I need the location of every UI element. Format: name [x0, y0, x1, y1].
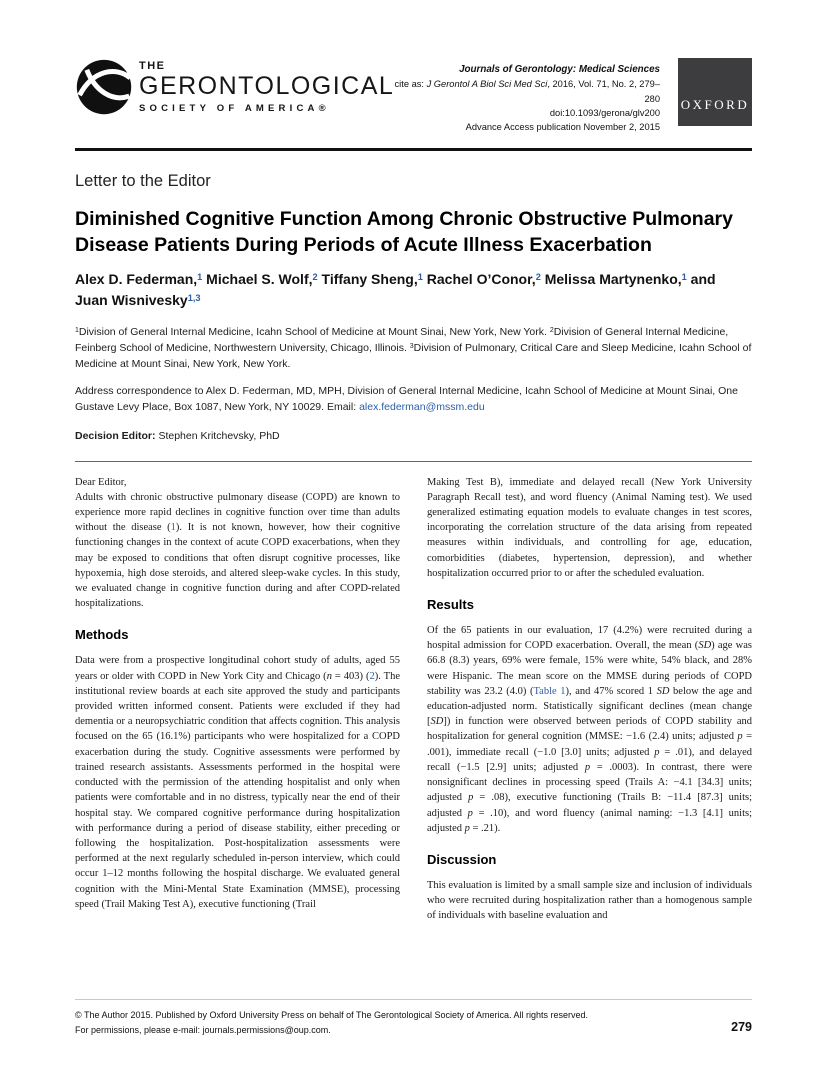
doi-line: doi:10.1093/gerona/glv200	[549, 107, 660, 118]
methods-heading: Methods	[75, 627, 129, 643]
journal-name: Journals of Gerontology: Medical Sciences	[459, 64, 660, 75]
discussion-paragraph: This evaluation is limited by a small sample size and inclusion of individuals who were recruited during hospitalization rather than a homogenous sample of individuals with baseline evaluation and	[427, 879, 752, 922]
article-title: Diminished Cognitive Function Among Chronic Obstructive Pulmonary Disease Patients During Periods of Acute Illness Exacerbation	[75, 207, 733, 257]
methods-paragraph: Data were from a prospective longitudinal cohort study of adults, aged 55 years or older with COPD in New York City and Chicago (n = 403) (2). The institutional review boards at each site approved the study and participants provided written informed consent. Patients were excluded if they had dementia or a neuropsychiatric condition that affects cognition. This analysis focused on the 65 (16.1%) participants who were hospitalized for a COPD exacerbation during the study. Cognitive assessments were performed by trained research assistants. Assessments performed in the hospital were conducted with the permission of the attending hospitalist and only when patients were comfortable and in no distress, typically near the end of their hospital stay. We compared cognitive performance during hospitalization with performance during a period of disease stability, either preceding or following the hospitalization. Post-hospitalization assessments were performed at the next regularly scheduled in-person interview, which could occur 1–12 months following the hospital discharge. We evaluated general cognition with the Mini-Mental State Examination (MMSE), processing speed (Trail Making Test A), executive functioning (Trail	[75, 655, 400, 910]
article-body	[75, 475, 752, 980]
decision-editor: Decision Editor: Stephen Kritchevsky, PhD	[75, 429, 280, 442]
advance-access-line: Advance Access publication November 2, 2015	[465, 122, 660, 133]
copyright-line: © The Author 2015. Published by Oxford University Press on behalf of The Gerontological Society of America. All rights reserved.	[75, 1010, 589, 1021]
reference-1-link[interactable]: 1	[170, 522, 176, 534]
email-link[interactable]: alex.federman@mssm.edu	[359, 401, 485, 414]
page-footer	[75, 999, 752, 1037]
results-heading: Results	[427, 597, 474, 613]
affiliations: $^1$Division of General Internal Medicine, Icahn School of Medicine at Mount Sinai, New York, New York. $^2$Division of General Internal Medicine, Feinberg School of Medicine, Northwestern University, Chicago, Illinois. $^3$Division of Pulmonary, Critical Care and Sleep Medicine, Icahn School of Medicine at Mount Sinai, New York, New York.	[75, 326, 752, 370]
page-number: 279	[731, 1020, 752, 1034]
correspondence: Address correspondence to Alex D. Federman, MD, MPH, Division of General Internal Medicine, Icahn School of Medicine at Mount Sinai, One Gustave Levy Place, Box 1087, New York, NY 10029. Email: alex.federman@mssm.edu	[75, 385, 738, 414]
gsa-logo-text	[139, 60, 394, 113]
affiliation-1-link[interactable]: 1	[681, 272, 687, 283]
logo-sub: SOCIETY OF AMERICA®	[139, 102, 330, 114]
header-citation-block	[394, 58, 660, 135]
left-column	[75, 475, 400, 980]
affiliation-2-link[interactable]: 2	[312, 272, 318, 283]
methods-continued-paragraph: Making Test B), immediate and delayed recall (New York University Paragraph Recall test), and word fluency (Animal Naming test). We used generalized estimating equation models to evaluate changes in test scores, incorporating the correlation structure of the data arising from repeated measures within individuals, and controlling for age, education, comorbidities (diabetes, hypertension, depression), and whether hospitalization occurred prior to or after the scheduled evaluation.	[427, 476, 752, 579]
reference-2-link[interactable]: 2	[369, 670, 375, 682]
citation-line: cite as: J Gerontol A Biol Sci Med Sci, 2016, Vol. 71, No. 2, 279–280	[394, 79, 660, 104]
table-1-link[interactable]: Table 1	[533, 685, 566, 697]
affiliation-1-link[interactable]: 1	[417, 272, 423, 283]
affiliation-1-link[interactable]: 1	[197, 272, 203, 283]
results-paragraph: Of the 65 patients in our evaluation, 17 (4.2%) were recruited during a hospital admission for COPD exacerbation. Overall, the mean (SD) age was 66.8 (8.3) years, 69% were female, 15% were white, 54% black, and 28% were Hispanic. The mean score on the MMSE during periods of COPD stability was 23.2 (4.0) (Table 1), and 47% scored 1 SD below the age and education-adjusted norm. Statistically significant declines (mean change [SD]) in function were observed between periods of COPD stability and hospitalization for general cognition (MMSE: −1.6 (2.4) units; adjusted p = .001), immediate recall (−1.0 [3.0] units; adjusted p = .01), and delayed recall (−1.5 [2.9] units; adjusted p = .0003). In contrast, there were nonsignificant declines in processing speed (Trails A: −4.1 [34.3] units; adjusted p = .08), executive functioning (Trails B: −11.4 [87.3] units; adjusted p = .10), and word fluency (animal naming: −1.3 [4.1] units; adjusted p = .21).	[427, 624, 752, 834]
oxford-university-press-logo: OXFORD	[678, 58, 752, 126]
affiliation-2-link[interactable]: 2	[535, 272, 541, 283]
right-column	[427, 475, 752, 980]
discussion-heading: Discussion	[427, 851, 497, 867]
gsa-logo-icon	[75, 58, 133, 116]
body-divider	[75, 461, 752, 462]
author-list: Alex D. Federman,$^1$ Michael S. Wolf,$^2$ Tiffany Sheng,$^1$ Rachel O’Conor,$^2$ Melissa Martynenko,$^1$ and Juan Wisnivesky$^{1,3}$	[75, 271, 716, 308]
affiliation-1-3-link[interactable]: 1,3	[187, 292, 201, 303]
header-divider	[75, 148, 752, 151]
permissions-line: For permissions, please e-mail: journals.permissions@oup.com.	[75, 1024, 331, 1035]
logo-main: GERONTOLOGICAL	[139, 72, 395, 101]
intro-paragraph: Adults with chronic obstructive pulmonary disease (COPD) are known to experience more rapid declines in cognitive function over time than adults without the disease (1). It is not known, however, how their cognitive functioning changes in the context of acute COPD exacerbations, when they may be exposed to conditions that often disrupt cognitive processes, like hypoxemia, high dose steroids, and altered sleep-wake cycles. In this study, we evaluated change in cognitive function during and after COPD-related hospitalizations.	[75, 491, 400, 610]
section-label: Letter to the Editor	[75, 171, 211, 190]
salutation: Dear Editor,	[75, 476, 127, 488]
masthead	[75, 58, 752, 135]
gsa-logo	[75, 58, 394, 116]
logo-the: THE	[139, 60, 166, 73]
copyright-notice	[75, 1008, 588, 1037]
